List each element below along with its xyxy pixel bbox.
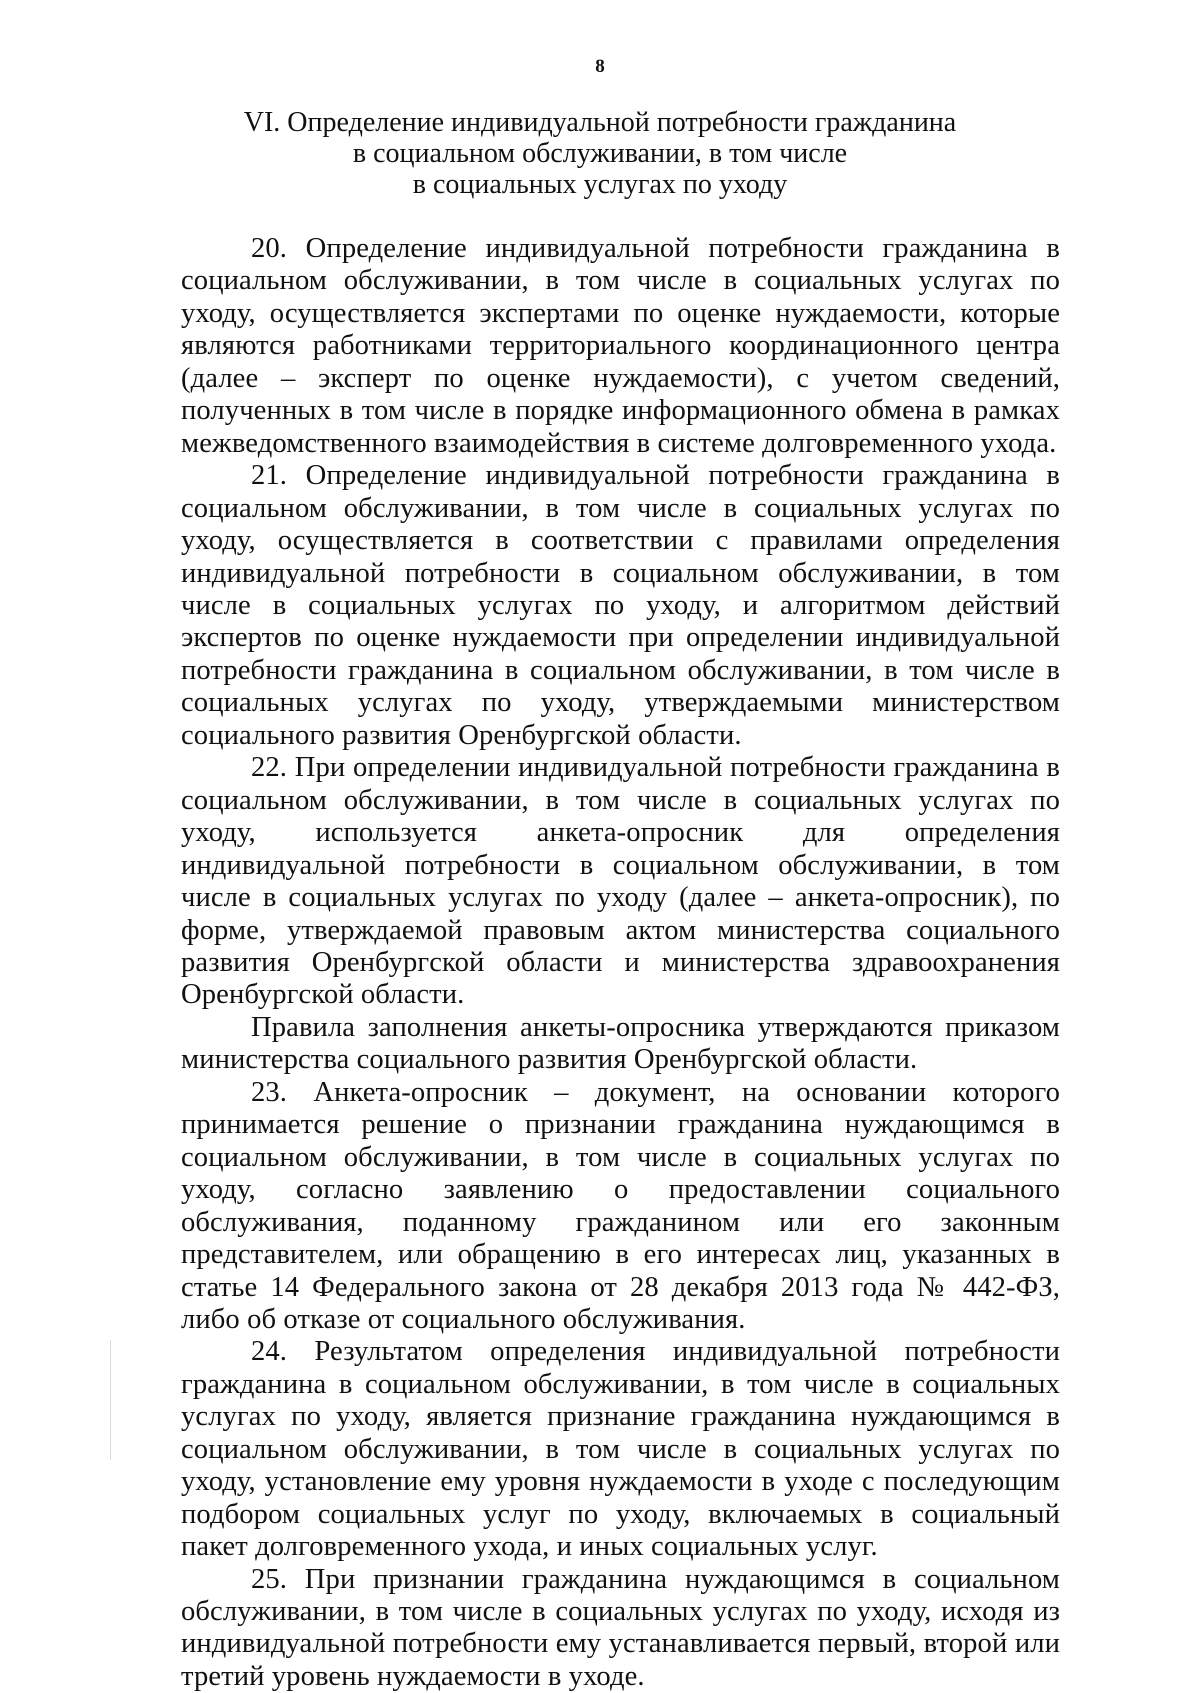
paragraph-22: 22. При определении индивидуальной потребности гражданина в социальном обслуживании, в том числе в социальных услугах по уходу, используется анкета-опросник для определения индивидуальной потребности в социальном обслуживании, в том числе в социальных услугах по уходу (далее – анкета-опросник), по форме, утверждаемой правовым актом министерства социального развития Оренбургской области и министерства здравоохранения Оренбургской области. xyxy=(181,752,1060,1011)
scan-margin-mark xyxy=(110,1340,111,1460)
paragraph-rules: Правила заполнения анкеты-опросника утверждаются приказом министерства социального развития Оренбургской области. xyxy=(181,1011,1060,1076)
section-heading-line: в социальном обслуживании, в том числе xyxy=(352,138,848,169)
section-heading xyxy=(180,107,1020,200)
section-heading-line: VI. Определение индивидуальной потребности гражданина xyxy=(243,107,957,138)
paragraph-24: 24. Результатом определения индивидуальной потребности гражданина в социальном обслуживании, в том числе в социальных услугах по уходу, является признание гражданина нуждающимся в социальном обслуживании, в том числе в социальных услугах по уходу, установление ему уровня нуждаемости в уходе с последующим подбором социальных услуг по уходу, включаемых в социальный пакет долговременного ухода, и иных социальных услуг. xyxy=(181,1336,1060,1563)
paragraph-20: 20. Определение индивидуальной потребности гражданина в социальном обслуживании, в том числе в социальных услугах по уходу, осуществляется экспертами по оценке нуждаемости, которые являются работниками территориального координационного центра (далее – эксперт по оценке нуждаемости), с учетом сведений, полученных в том числе в порядке информационного обмена в рамках межведомственного взаимодействия в системе долговременного ухода. xyxy=(181,233,1060,459)
paragraph-23: 23. Анкета-опросник – документ, на основании которого принимается решение о признании гражданина нуждающимся в социальном обслуживании, в том числе в социальных услугах по уходу, согласно заявлению о предоставлении социального обслуживания, поданному гражданином или его законным представителем, или обращению в его интересах лиц, указанных в статье 14 Федерального закона от 28 декабря 2013 года № 442-ФЗ, либо об отказе от социального обслуживания. xyxy=(181,1076,1060,1335)
paragraph-21: 21. Определение индивидуальной потребности гражданина в социальном обслуживании, в том числе в социальных услугах по уходу, осуществляется в соответствии с правилами определения индивидуальной потребности в социальном обслуживании, в том числе в социальных услугах по уходу, и алгоритмом действий экспертов по оценке нуждаемости при определении индивидуальной потребности гражданина в социальном обслуживании, в том числе в социальных услугах по уходу, утверждаемыми министерством социального развития Оренбургской области. xyxy=(181,460,1060,751)
page-number: 8 xyxy=(595,56,605,77)
section-heading-line: в социальных услугах по уходу xyxy=(412,169,788,200)
document-body xyxy=(181,233,1060,1693)
paragraph-25: 25. При признании гражданина нуждающимся в социальном обслуживании, в том числе в социальных услугах по уходу, исходя из индивидуальной потребности ему устанавливается первый, второй или третий уровень нуждаемости в уходе. xyxy=(181,1563,1060,1692)
